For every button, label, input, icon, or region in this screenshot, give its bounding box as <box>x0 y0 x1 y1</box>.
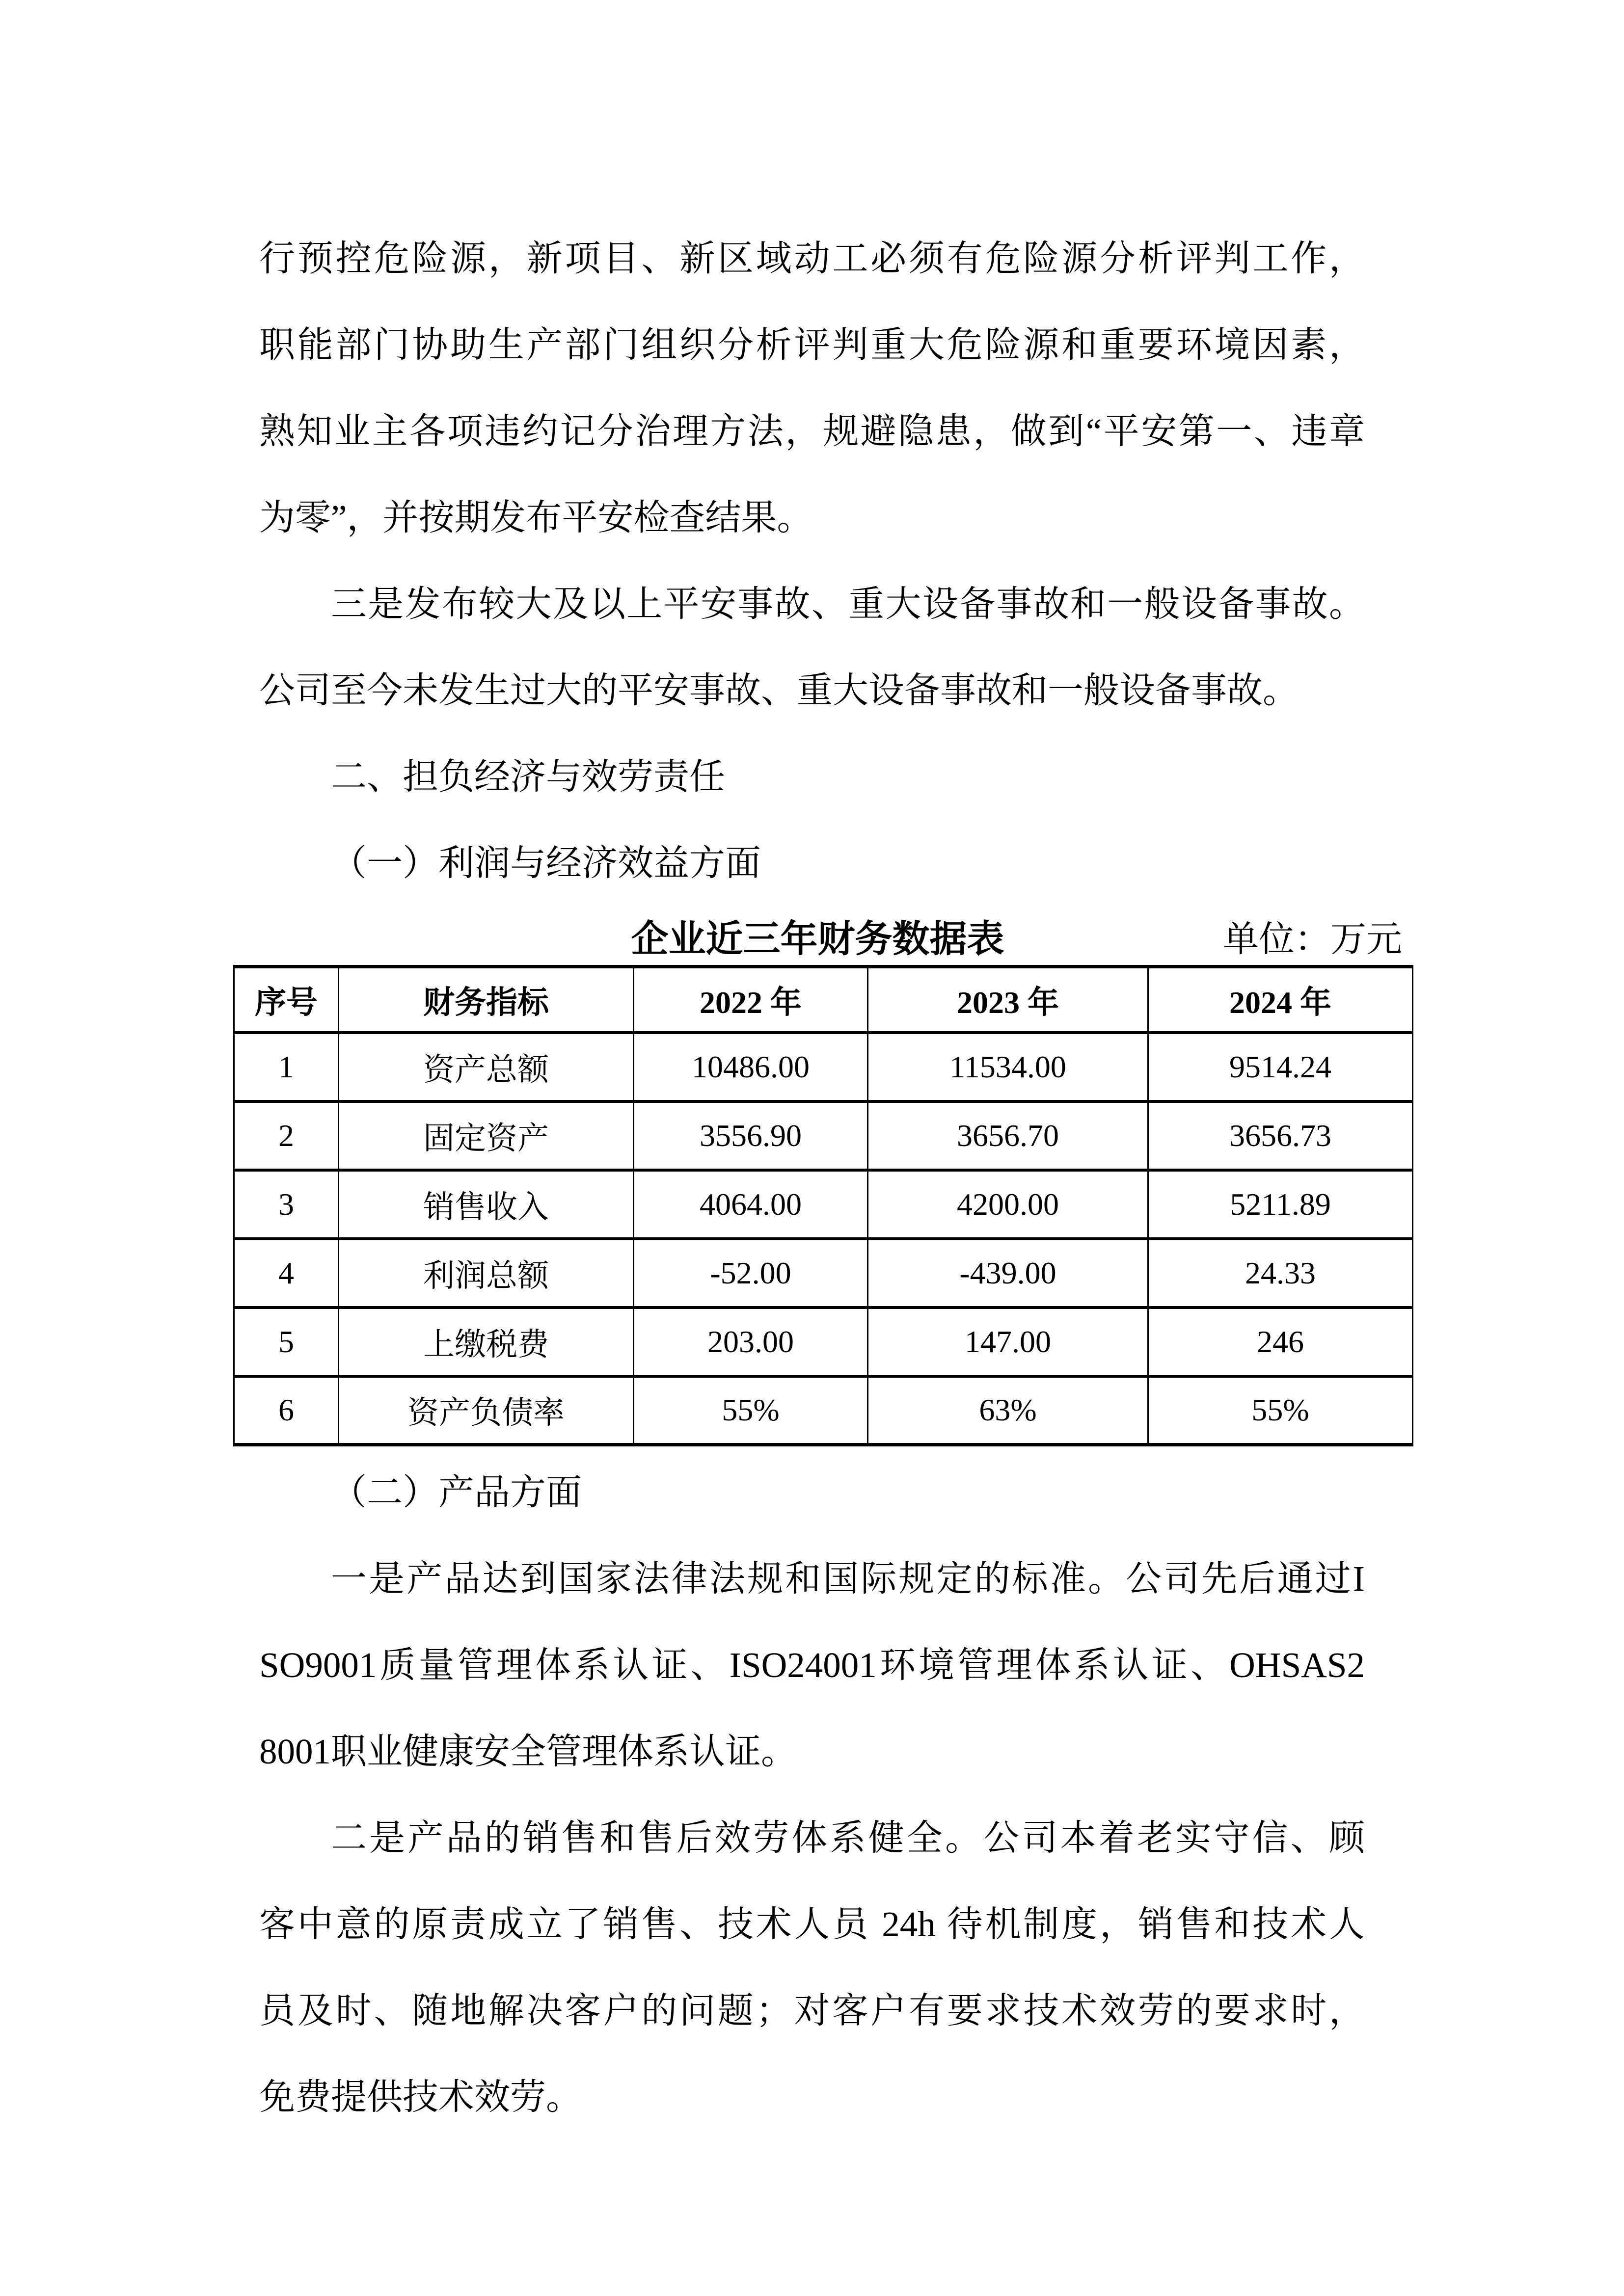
table-row <box>234 1239 1413 1308</box>
body-text-lower <box>259 1449 1365 2140</box>
finance-table <box>233 965 1413 1446</box>
table-cell: 3556.90 <box>634 1101 868 1170</box>
section-heading: 二、担负经济与效劳责任 <box>331 757 725 797</box>
table-header-row <box>234 967 1413 1033</box>
table-cell: 147.00 <box>868 1308 1148 1376</box>
table-cell: 4 <box>234 1239 339 1308</box>
paragraph-c-line: 8001职业健康安全管理体系认证。 <box>259 1732 797 1771</box>
paragraph-a-line: 为零”，并按期发布平安检查结果。 <box>259 498 813 537</box>
table-cell: 4200.00 <box>868 1170 1148 1239</box>
table-cell: 利润总额 <box>339 1239 634 1308</box>
body-text-upper <box>259 215 1365 907</box>
subsection-heading-product: （二）产品方面 <box>331 1472 582 1512</box>
table-cell: 5 <box>234 1308 339 1376</box>
table-cell: -52.00 <box>634 1239 868 1308</box>
paragraph-d-line: 员及时、随地解决客户的问题；对客户有要求技术效劳的要求时， <box>259 1991 1365 2030</box>
table-row <box>234 1170 1413 1239</box>
table-cell: -439.00 <box>868 1239 1148 1308</box>
paragraph-d-line: 客中意的原责成立了销售、技术人员 24h 待机制度，销售和技术人 <box>259 1904 1365 1944</box>
table-row <box>234 1101 1413 1170</box>
table-header-cell: 财务指标 <box>339 967 634 1033</box>
table-cell: 1 <box>234 1033 339 1101</box>
table-header-cell: 2024 年 <box>1148 967 1413 1033</box>
paragraph-a-line: 熟知业主各项违约记分治理方法，规避隐患，做到“平安第一、违章 <box>259 411 1365 451</box>
table-cell: 10486.00 <box>634 1033 868 1101</box>
table-row <box>234 1376 1413 1445</box>
table-cell: 6 <box>234 1376 339 1445</box>
table-cell: 固定资产 <box>339 1101 634 1170</box>
table-cell: 资产总额 <box>339 1033 634 1101</box>
table-cell: 203.00 <box>634 1308 868 1376</box>
table-cell: 上缴税费 <box>339 1308 634 1376</box>
table-cell: 9514.24 <box>1148 1033 1413 1101</box>
table-cell: 4064.00 <box>634 1170 868 1239</box>
table-header-cell: 2023 年 <box>868 967 1148 1033</box>
paragraph-d-line: 免费提供技术效劳。 <box>259 2077 582 2117</box>
table-cell: 11534.00 <box>868 1033 1148 1101</box>
table-header-cell: 2022 年 <box>634 967 868 1033</box>
table-cell: 销售收入 <box>339 1170 634 1239</box>
table-cell: 246 <box>1148 1308 1413 1376</box>
table-caption-row <box>233 907 1412 965</box>
table-cell: 5211.89 <box>1148 1170 1413 1239</box>
table-cell: 24.33 <box>1148 1239 1413 1308</box>
table-cell: 资产负债率 <box>339 1376 634 1445</box>
table-header-cell: 序号 <box>234 967 339 1033</box>
table-row <box>234 1308 1413 1376</box>
paragraph-d-line: 二是产品的销售和售后效劳体系健全。公司本着老实守信、顾 <box>331 1818 1365 1858</box>
table-cell: 55% <box>1148 1376 1413 1445</box>
paragraph-a-line: 行预控危险源，新项目、新区域动工必须有危险源分析评判工作， <box>259 239 1365 278</box>
subsection-heading-profit: （一）利润与经济效益方面 <box>331 843 761 883</box>
paragraph-b-line: 三是发布较大及以上平安事故、重大设备事故和一般设备事故。 <box>331 584 1365 624</box>
table-row <box>234 1033 1413 1101</box>
table-cell: 55% <box>634 1376 868 1445</box>
table-caption: 企业近三年财务数据表 <box>631 919 1004 960</box>
table-cell: 3 <box>234 1170 339 1239</box>
table-cell: 3656.70 <box>868 1101 1148 1170</box>
paragraph-a-line: 职能部门协助生产部门组织分析评判重大危险源和重要环境因素， <box>259 325 1365 365</box>
paragraph-c-line: 一是产品达到国家法律法规和国际规定的标准。公司先后通过I <box>331 1559 1365 1599</box>
table-cell: 3656.73 <box>1148 1101 1413 1170</box>
paragraph-c-line: SO9001质量管理体系认证、ISO24001环境管理体系认证、OHSAS2 <box>259 1645 1365 1685</box>
table-cell: 63% <box>868 1376 1148 1445</box>
paragraph-b-line: 公司至今未发生过大的平安事故、重大设备事故和一般设备事故。 <box>259 670 1299 710</box>
table-cell: 2 <box>234 1101 339 1170</box>
table-unit-label: 单位：万元 <box>1223 919 1402 959</box>
